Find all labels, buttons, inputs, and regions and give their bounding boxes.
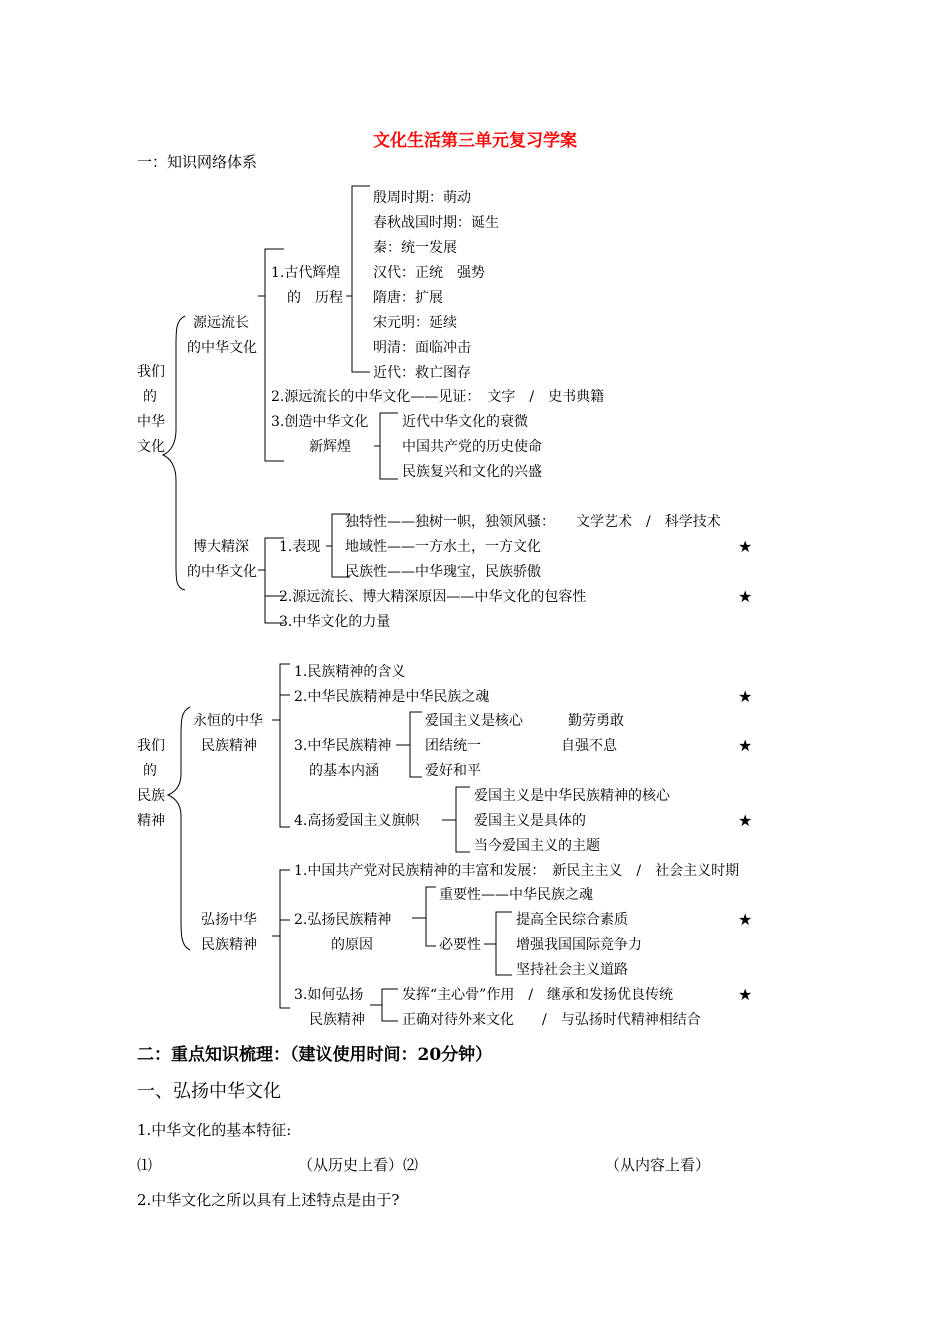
- tree2-b-necessity-leaf: 提高全民综合素质: [516, 912, 628, 928]
- tree1-root-line3: 中华: [137, 414, 165, 430]
- page-title: 文化生活第三单元复习学案: [373, 131, 577, 151]
- tree2-b-item2-necessity: 必要性: [439, 937, 481, 953]
- tree1-branch-b-line1: 博大精深: [193, 539, 249, 555]
- tree2-a-item3-leaf: 勤劳勇敢: [568, 713, 624, 729]
- tree2-a-item4-leaf: 爱国主义是中华民族精神的核心: [474, 788, 670, 804]
- tree2-b-necessity-leaf: 增强我国国际竞争力: [516, 937, 642, 953]
- question-1: 1.中华文化的基本特征:: [137, 1121, 292, 1139]
- tree2-b-item1: 1.中国共产党对民族精神的丰富和发展： 新民主主义 / 社会主义时期: [294, 863, 740, 879]
- tree2-root-line3: 民族: [137, 788, 165, 804]
- tree2-root-line1: 我们: [137, 738, 165, 754]
- tree2-a-item3-leaf: 爱好和平: [425, 763, 481, 779]
- tree1-branch-b-line2: 的中华文化: [187, 564, 257, 580]
- tree1-b-item1-leaf: 地域性——一方水土，一方文化: [345, 539, 541, 555]
- question-1-answer-1-marker: ⑴: [137, 1156, 153, 1174]
- tree1-a-item3-leaf: 中国共产党的历史使命: [402, 439, 542, 455]
- tree1-root-line4: 文化: [137, 439, 165, 455]
- tree2-a-item4: 4.高扬爱国主义旗帜: [294, 813, 420, 829]
- tree1-a-item1-line1: 1.古代辉煌: [271, 265, 341, 281]
- question-1-answer-2-hint: （从内容上看）: [605, 1156, 711, 1174]
- tree2-b-item2-line2: 的原因: [331, 937, 373, 953]
- tree2-branch-a-line2: 民族精神: [201, 738, 257, 754]
- tree2-root-line4: 精神: [137, 813, 165, 829]
- tree2-a-item4-leaf: 爱国主义是具体的: [474, 813, 586, 829]
- star-icon: ★: [738, 811, 753, 830]
- tree2-branch-b-line1: 弘扬中华: [201, 912, 257, 928]
- tree2-branch-a-line1: 永恒的中华: [193, 713, 263, 729]
- tree2-b-item3-line2: 民族精神: [309, 1012, 365, 1028]
- question-2: 2.中华文化之所以具有上述特点是由于?: [137, 1191, 400, 1209]
- tree2-a-item3-line2: 的基本内涵: [309, 763, 379, 779]
- tree1-b-item3: 3.中华文化的力量: [279, 614, 391, 630]
- tree1-b-item1-leaf: 民族性——中华瑰宝，民族骄傲: [345, 564, 541, 580]
- tree1-a-item3-line2: 新辉煌: [309, 439, 351, 455]
- tree1-b-item1: 1.表现: [279, 539, 321, 555]
- star-icon: ★: [738, 985, 753, 1004]
- tree2-b-item3-leaf: 发挥“主心骨”作用 / 继承和发扬优良传统: [402, 987, 674, 1003]
- star-icon: ★: [738, 687, 753, 706]
- star-icon: ★: [738, 736, 753, 755]
- tree2-root-line2: 的: [143, 763, 157, 779]
- tree2-b-item2-line1: 2.弘扬民族精神: [294, 912, 392, 928]
- tree1-a-item3-leaf: 近代中华文化的衰微: [402, 414, 528, 430]
- tree1-a-item1-leaf: 汉代：正统 强势: [373, 265, 485, 281]
- star-icon: ★: [738, 587, 753, 606]
- tree2-b-item3-leaf: 正确对待外来文化 / 与弘扬时代精神相结合: [402, 1012, 701, 1028]
- tree2-a-item3-leaf: 团结统一: [425, 738, 481, 754]
- section1-heading: 一：知识网络体系: [137, 153, 258, 171]
- tree1-a-item2: 2.源远流长的中华文化——见证： 文字 / 史书典籍: [271, 389, 605, 405]
- tree1-root-line1: 我们: [137, 364, 165, 380]
- tree1-a-item1-leaf: 隋唐：扩展: [373, 290, 443, 306]
- tree1-a-item1-leaf: 殷周时期：萌动: [373, 190, 471, 206]
- tree1-a-item1-leaf: 秦：统一发展: [373, 240, 457, 256]
- tree1-b-item2: 2.源远流长、博大精深原因——中华文化的包容性: [279, 589, 587, 605]
- section2-sub-heading: 一、弘扬中华文化: [137, 1081, 281, 1102]
- section2-heading: 二：重点知识梳理：（建议使用时间：20分钟）: [137, 1045, 493, 1065]
- tree1-a-item3-leaf: 民族复兴和文化的兴盛: [402, 464, 542, 480]
- tree1-branch-a-line2: 的中华文化: [187, 340, 257, 356]
- tree1-a-item1-leaf: 春秋战国时期：诞生: [373, 215, 499, 231]
- tree2-branch-b-line2: 民族精神: [201, 937, 257, 953]
- tree1-a-item1-line2: 的 历程: [287, 290, 343, 306]
- star-icon: ★: [738, 910, 753, 929]
- tree2-a-item1: 1.民族精神的含义: [294, 664, 406, 680]
- tree1-a-item3-line1: 3.创造中华文化: [271, 414, 369, 430]
- tree2-b-necessity-leaf: 坚持社会主义道路: [516, 962, 628, 978]
- question-1-answer-1-hint: （从历史上看）⑵: [298, 1156, 419, 1174]
- tree2-b-item3-line1: 3.如何弘扬: [294, 987, 364, 1003]
- tree1-a-item1-leaf: 宋元明：延续: [373, 315, 457, 331]
- tree2-b-item2-importance: 重要性——中华民族之魂: [439, 887, 593, 903]
- tree1-root-line2: 的: [143, 389, 157, 405]
- tree2-a-item4-leaf: 当今爱国主义的主题: [474, 838, 600, 854]
- tree2-a-item3-leaf: 自强不息: [561, 738, 617, 754]
- tree2-a-item3-leaf: 爱国主义是核心: [425, 713, 523, 729]
- tree1-a-item1-leaf: 明清：面临冲击: [373, 340, 471, 356]
- tree2-a-item3-line1: 3.中华民族精神: [294, 738, 392, 754]
- star-icon: ★: [738, 537, 753, 556]
- tree1-a-item1-leaf: 近代：救亡图存: [373, 365, 471, 381]
- tree1-b-item1-leaf: 独特性——独树一帜，独领风骚： 文学艺术 / 科学技术: [345, 514, 721, 530]
- tree2-a-item2: 2.中华民族精神是中华民族之魂: [294, 689, 490, 705]
- tree1-branch-a-line1: 源远流长: [193, 315, 249, 331]
